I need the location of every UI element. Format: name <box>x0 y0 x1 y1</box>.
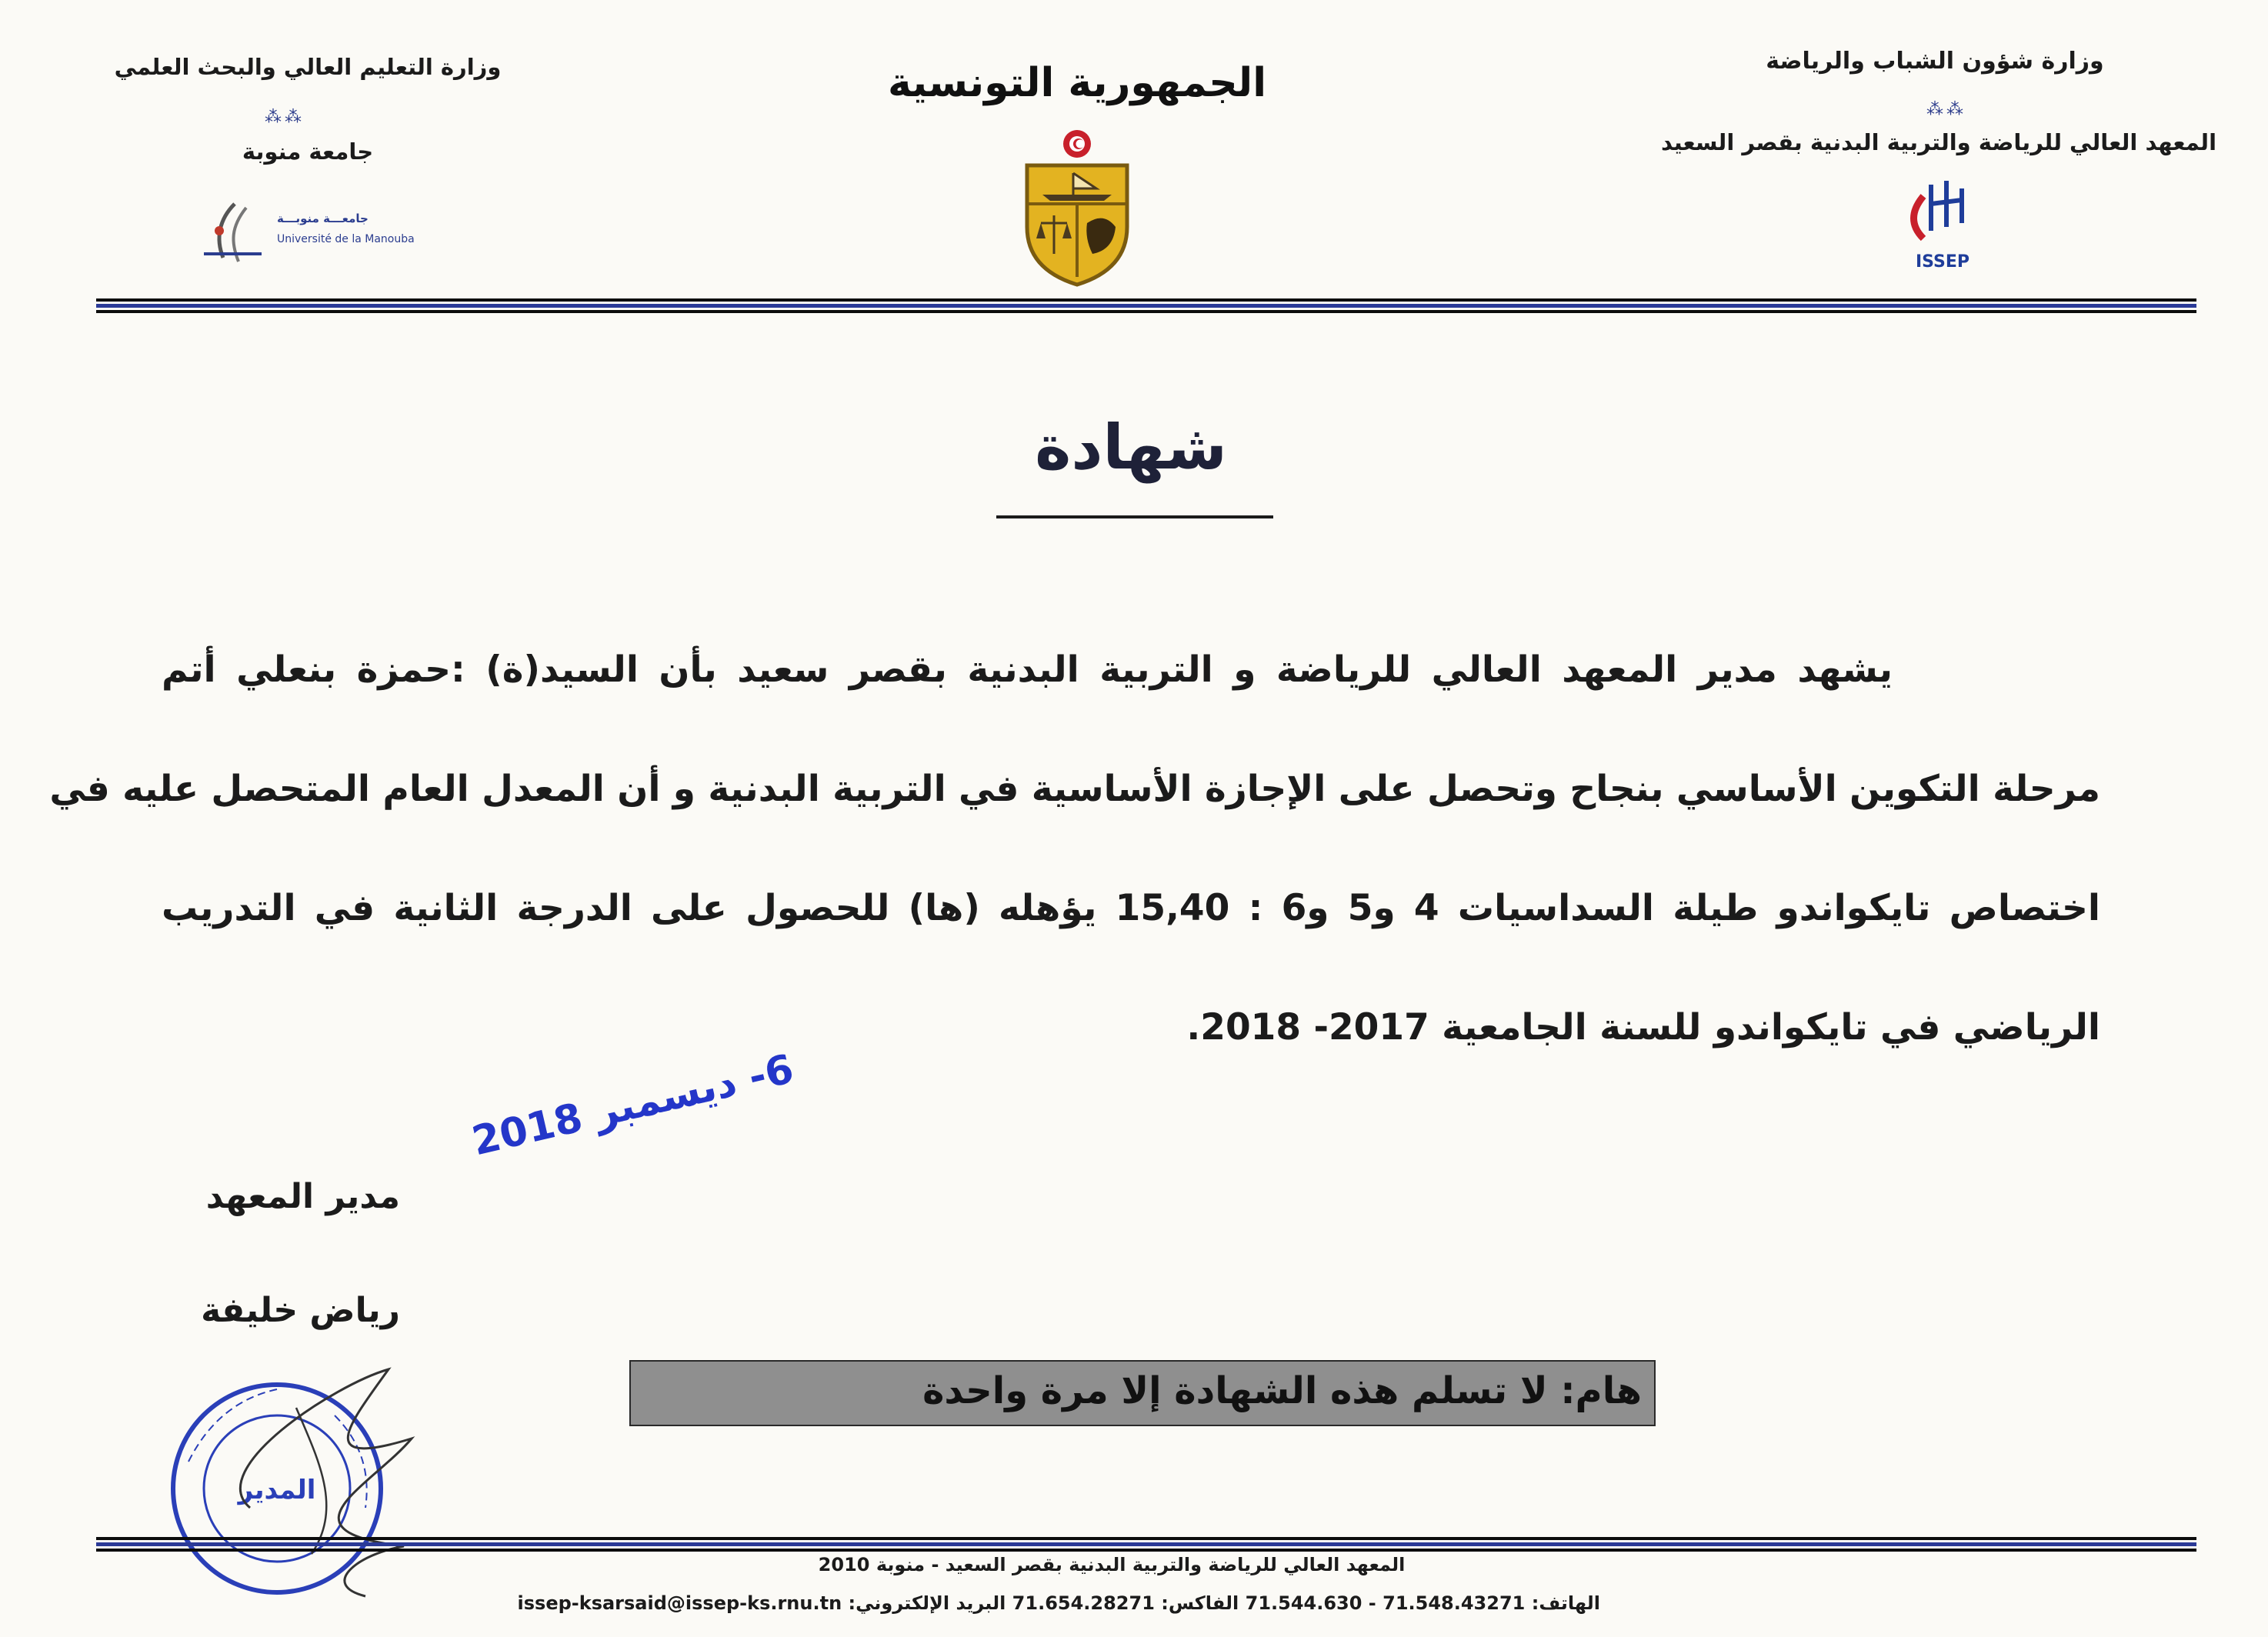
official-seal <box>158 1354 442 1600</box>
title-underline <box>996 515 1273 518</box>
footer-divider <box>96 1537 2196 1552</box>
header-divider <box>96 298 2196 313</box>
coat-of-arms <box>1019 127 1135 288</box>
notice-box <box>629 1360 1656 1426</box>
body-line-2: مرحلة التكوين الأساسي بنجاح وتحصل على الإجازة الأساسية في التربية البدنية و أن المعدل العام المتحصل عليه في <box>49 768 2100 810</box>
univ-logo-french: Université de la Manouba <box>277 233 415 245</box>
issep-text: ISSEP <box>1915 252 1970 272</box>
body-line-1: يشهد مدير المعهد العالي للرياضة و التربية البدنية بقصر سعيد بأن السيد(ة) :حمزة بنعلي أتم <box>162 648 1893 691</box>
republic-title: الجمهورية التونسية <box>887 60 1267 106</box>
univ-logo-arabic: جامعـــة منوبـــة <box>277 212 369 225</box>
seal-stamp-icon <box>158 1354 442 1600</box>
document-title: شهادة <box>1035 412 1227 483</box>
footer-address: المعهد العالي للرياضة والتربية البدنية بقصر السعيد - منوبة 2010 <box>818 1554 1406 1575</box>
left-university-name: جامعة منوبة <box>242 138 374 165</box>
university-emblem-icon <box>188 196 273 273</box>
footer-contact: الهاتف: 71.548.43271 - 71.544.630 الفاكس: 71.654.28271 البريد الإلكتروني: issep-ksarsaid@issep-ks.rnu.tn <box>517 1592 1600 1614</box>
issep-emblem-icon <box>1889 173 1996 273</box>
right-ornament: ⁂⁂ <box>1926 100 1966 119</box>
tunisia-coat-of-arms-icon <box>1019 127 1135 288</box>
date-stamp: 6- ديسمبر 2018 <box>468 1045 799 1165</box>
university-logo <box>188 196 450 273</box>
body-line-3: اختصاص تايكواندو طيلة السداسيات 4 و5 و6 : 15,40 يؤهله (ها) للحصول على الدرجة الثانية في التدريب <box>162 887 2101 929</box>
signatory-title: مدير المعهد <box>205 1177 400 1216</box>
seal-label: المدير <box>238 1475 316 1505</box>
body-line-4: الرياضي في تايكواندو للسنة الجامعية 2017- 2018. <box>1186 1006 2100 1049</box>
right-institute-name: المعهد العالي للرياضة والتربية البدنية بقصر السعيد <box>1660 129 2217 155</box>
right-ministry-name: وزارة شؤون الشباب والرياضة <box>1766 48 2104 75</box>
left-ornament: ⁂⁂ <box>265 108 305 127</box>
signatory-name: رياض خليفة <box>201 1291 400 1330</box>
issep-logo <box>1889 173 1996 273</box>
left-ministry-name: وزارة التعليم العالي والبحث العلمي <box>114 54 502 80</box>
notice-text: هام: لا تسلم هذه الشهادة إلا مرة واحدة <box>922 1369 1642 1412</box>
